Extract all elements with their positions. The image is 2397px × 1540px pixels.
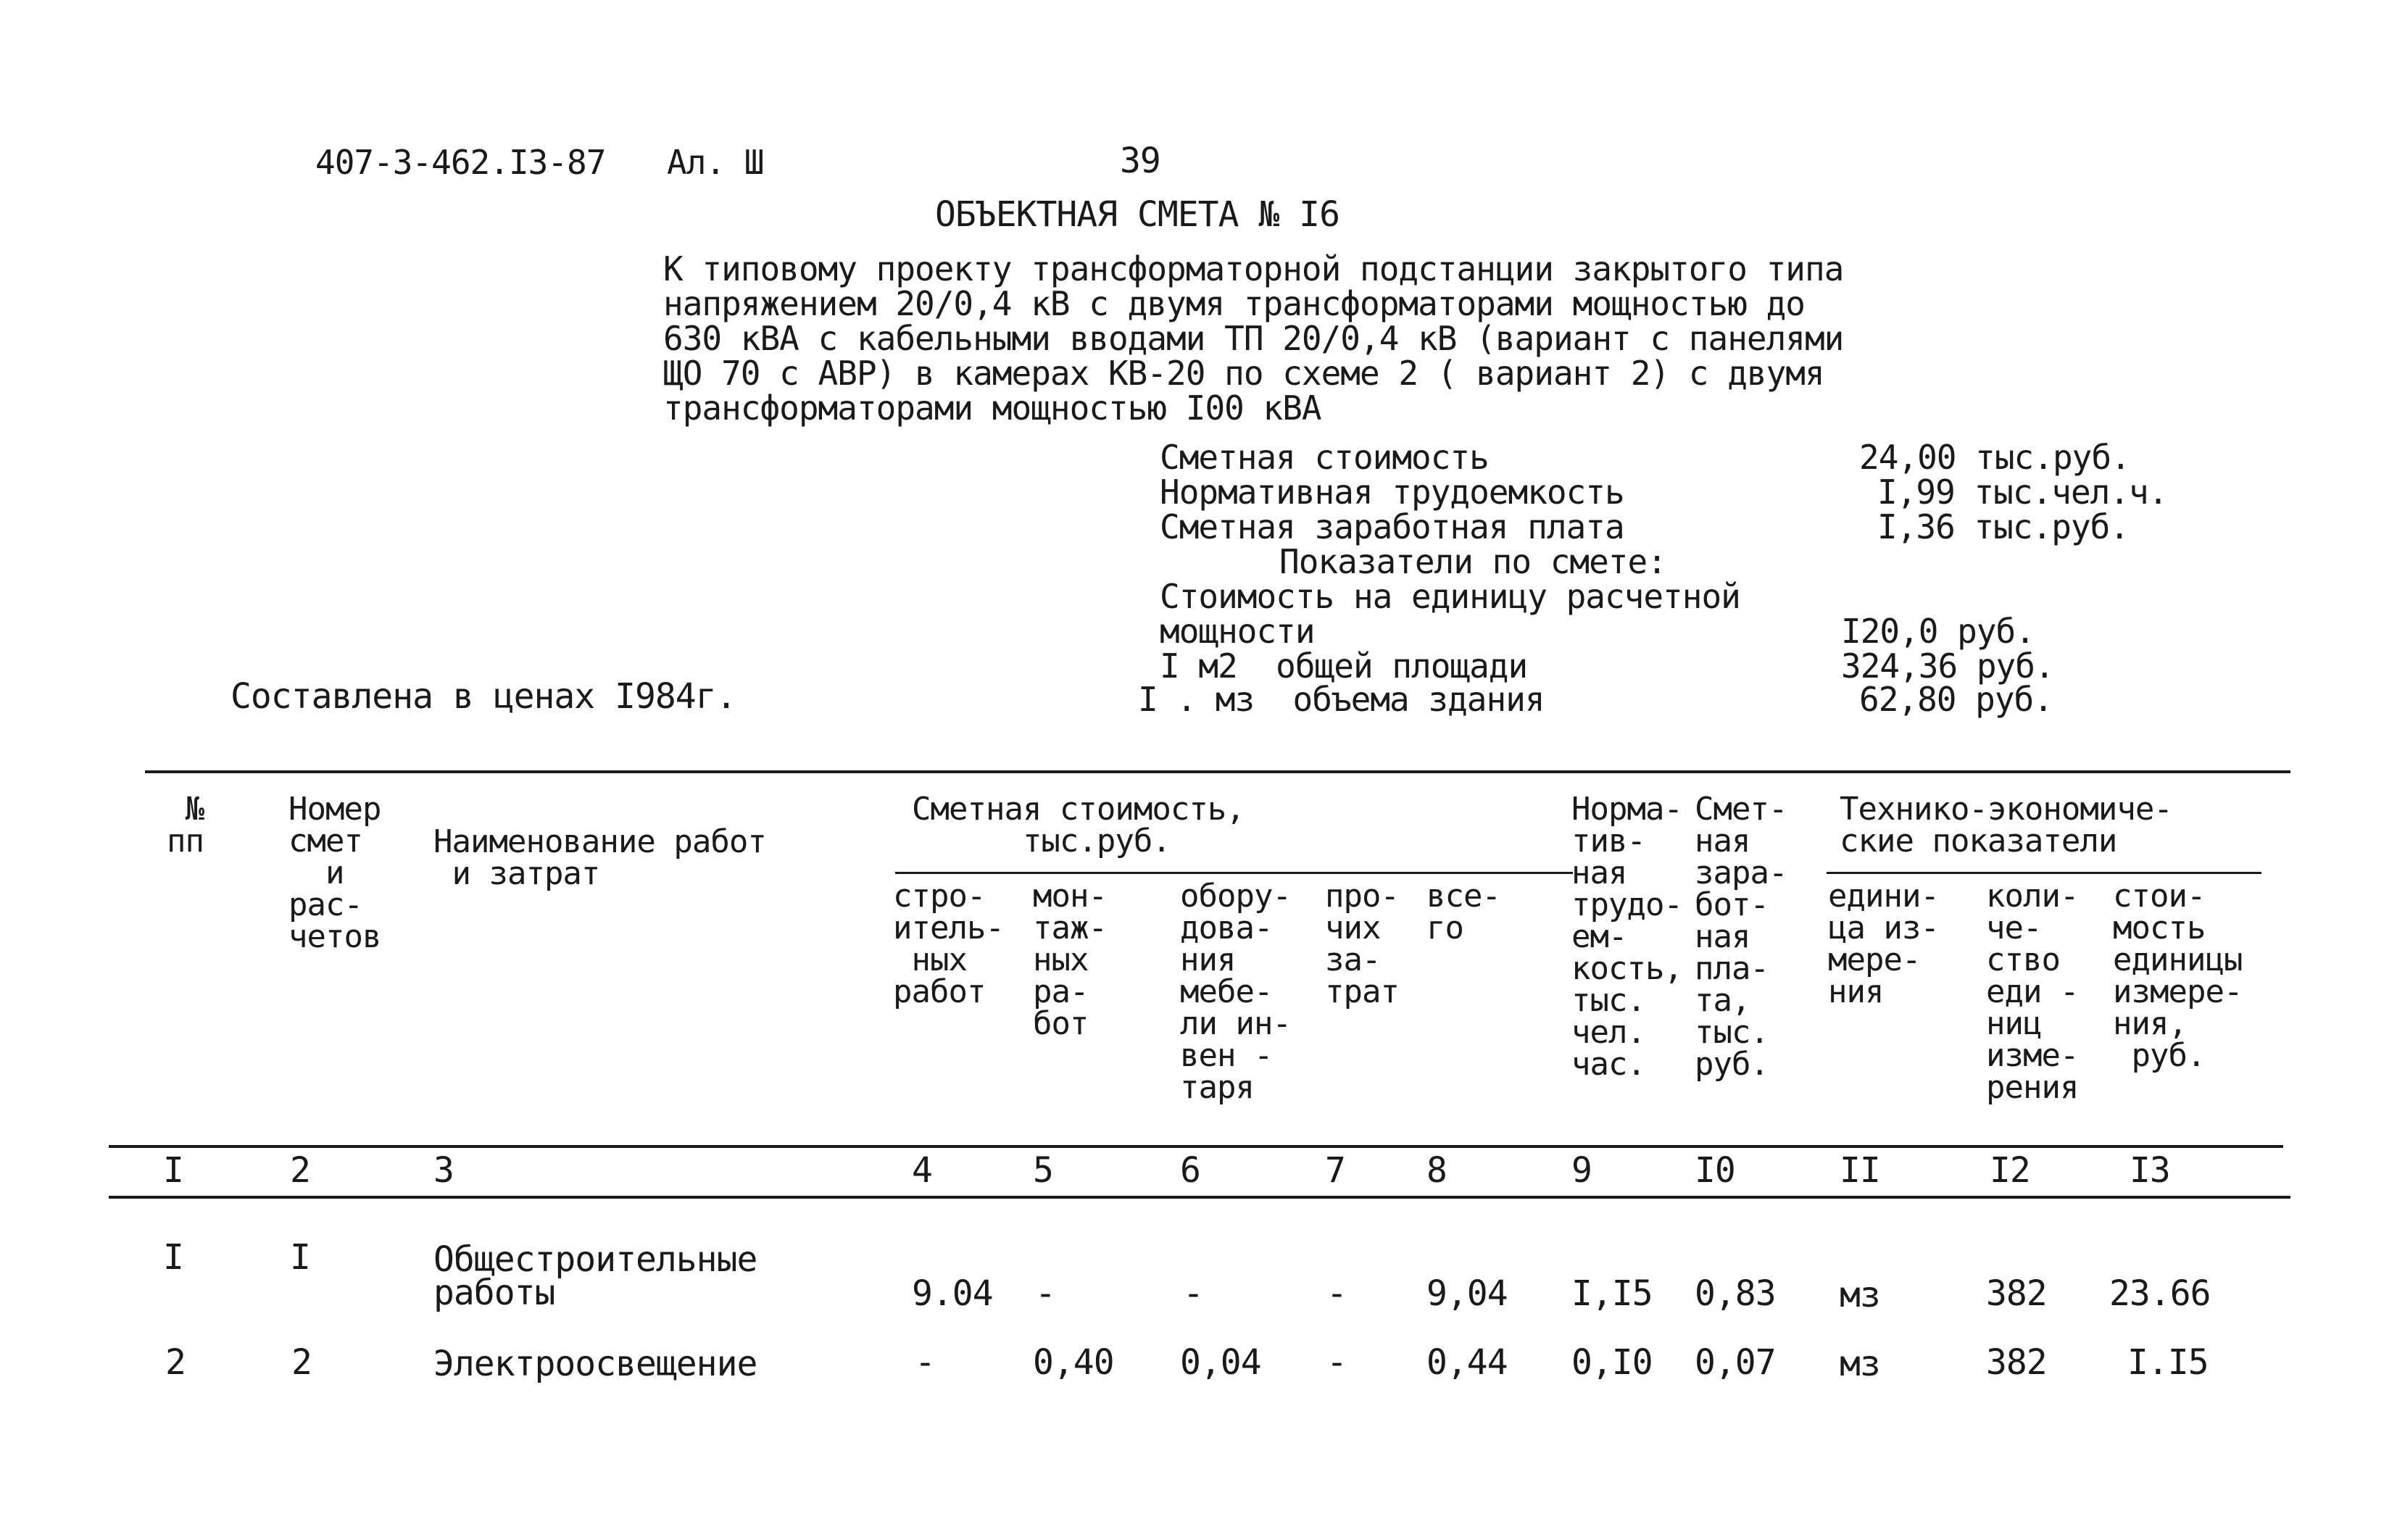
summary-label-labor: Нормативная трудоемкость xyxy=(1160,473,1624,512)
header-tech-group: Технико-экономиче- ские показатели xyxy=(1840,791,2172,860)
header-row-number: № пп xyxy=(167,791,204,860)
cost-other: - xyxy=(1326,1342,1347,1383)
header-quantity: коли- че- ство еди - ниц изме- рения xyxy=(1986,878,2079,1106)
area-label: I м2 общей площади xyxy=(1160,646,1528,686)
page-number: 39 xyxy=(1120,141,1160,181)
indicator-label: Стоимость на единицу расчетной xyxy=(1160,577,1740,616)
col-number: 7 xyxy=(1325,1150,1345,1191)
unit-cost: 23.66 xyxy=(2109,1273,2211,1314)
header-other: про- чих за- трат xyxy=(1325,878,1399,1010)
header-unit-cost: стои- мость единицы измере- ния, руб. xyxy=(2113,878,2243,1074)
summary-value-salary: I,36 тыс.руб. xyxy=(1877,507,2130,546)
project-description xyxy=(663,249,1844,428)
cost-equipment: - xyxy=(1183,1273,1203,1314)
col-number: II xyxy=(1840,1150,1880,1191)
summary-value-cost: 24,00 тыс.руб. xyxy=(1859,438,2130,477)
col-number: 8 xyxy=(1426,1150,1447,1191)
indicator-label: мощности xyxy=(1160,612,1315,651)
cost-construction: - xyxy=(915,1342,935,1383)
quantity: 382 xyxy=(1986,1342,2047,1383)
quantity: 382 xyxy=(1986,1273,2047,1314)
estimate-number: I xyxy=(290,1237,310,1278)
description-line: 630 кВА с кабельными вводами ТП 20/0,4 кВ (вариант с панелями xyxy=(663,319,1844,358)
salary: 0,83 xyxy=(1695,1273,1776,1314)
indicator-value: I20,0 руб. xyxy=(1841,612,2035,651)
row-number: 2 xyxy=(165,1342,186,1383)
area-value: 324,36 руб. xyxy=(1841,646,2054,686)
header-salary: Смет- ная зара- бот- ная пла- та, тыс. руб. xyxy=(1695,791,1787,1083)
header-equipment: обору- дова- ния мебе- ли ин- вен - таря xyxy=(1180,878,1291,1106)
row-number: I xyxy=(163,1237,183,1278)
cost-other: - xyxy=(1326,1273,1347,1314)
cost-installation: - xyxy=(1035,1273,1055,1314)
col-number: 3 xyxy=(433,1150,454,1191)
description-line: К типовому проекту трансформаторной подстанции закрытого типа xyxy=(663,249,1844,288)
unit: мз xyxy=(1840,1275,1880,1315)
unit: мз xyxy=(1840,1344,1880,1384)
col-number: I xyxy=(163,1150,183,1191)
labor-intensity: I,I5 xyxy=(1571,1273,1653,1314)
page-title: ОБЪЕКТНАЯ СМЕТА № I6 xyxy=(935,194,1339,235)
header-installation: мон- таж- ных ра- бот xyxy=(1033,878,1107,1042)
document-code: 407-3-462.I3-87 xyxy=(315,143,606,182)
work-name: Общестроительные работы xyxy=(433,1239,757,1313)
description-line: ЩО 70 с АВР) в камерах КВ-20 по схеме 2 ( вариант 2) с двумя xyxy=(663,354,1824,393)
header-estimate-number: Номер смет и рас- четов xyxy=(288,791,381,955)
header-unit: едини- ца из- мере- ния xyxy=(1828,878,1939,1010)
col-number: I3 xyxy=(2130,1150,2170,1191)
summary-label-cost: Сметная стоимость xyxy=(1160,438,1489,477)
cost-installation: 0,40 xyxy=(1033,1342,1114,1383)
volume-label: I . мз объема здания xyxy=(1138,680,1545,719)
description-line: напряжением 20/0,4 кВ с двумя трансформаторами мощностью до xyxy=(663,284,1805,323)
unit-cost: I.I5 xyxy=(2127,1342,2209,1383)
volume-value: 62,80 руб. xyxy=(1859,680,2053,719)
col-number: I2 xyxy=(1990,1150,2030,1191)
col-number: 4 xyxy=(912,1150,932,1191)
header-total: все- го xyxy=(1426,878,1500,946)
header-work-name: Наименование работ и затрат xyxy=(433,823,766,892)
col-number: 9 xyxy=(1571,1150,1592,1191)
work-name: Электроосвещение xyxy=(433,1344,757,1384)
col-number: 6 xyxy=(1180,1150,1200,1191)
header-bottom-rule xyxy=(109,1145,2283,1148)
col-numbers-rule xyxy=(109,1196,2290,1199)
indicators-title: Показатели по смете: xyxy=(1279,542,1666,581)
salary: 0,07 xyxy=(1695,1342,1776,1383)
header-labor: Норма- тив- ная трудо- ем- кость, тыс. чел. час. xyxy=(1571,791,1682,1083)
labor-intensity: 0,I0 xyxy=(1571,1342,1653,1383)
cost-construction: 9.04 xyxy=(912,1273,993,1314)
header-cost-group: Сметная стоимость, тыс.руб. xyxy=(912,791,1245,860)
cost-total: 9,04 xyxy=(1426,1273,1508,1314)
table-top-rule xyxy=(145,770,2290,773)
summary-label-salary: Сметная заработная плата xyxy=(1160,507,1624,546)
col-number: 2 xyxy=(290,1150,310,1191)
cost-equipment: 0,04 xyxy=(1180,1342,1261,1383)
col-number: I0 xyxy=(1695,1150,1735,1191)
estimate-number: 2 xyxy=(291,1342,312,1383)
col-number: 5 xyxy=(1033,1150,1053,1191)
album-number: Ал. Ш xyxy=(667,143,764,182)
summary-value-labor: I,99 тыс.чел.ч. xyxy=(1877,473,2168,512)
description-line: трансформаторами мощностью I00 кВА xyxy=(663,388,1321,428)
header-construction: стро- итель- ных работ xyxy=(893,878,1004,1010)
tech-group-rule xyxy=(1827,872,2261,874)
cost-total: 0,44 xyxy=(1426,1342,1508,1383)
prices-note: Составлена в ценах I984г. xyxy=(230,676,736,717)
cost-group-rule xyxy=(895,872,1573,874)
